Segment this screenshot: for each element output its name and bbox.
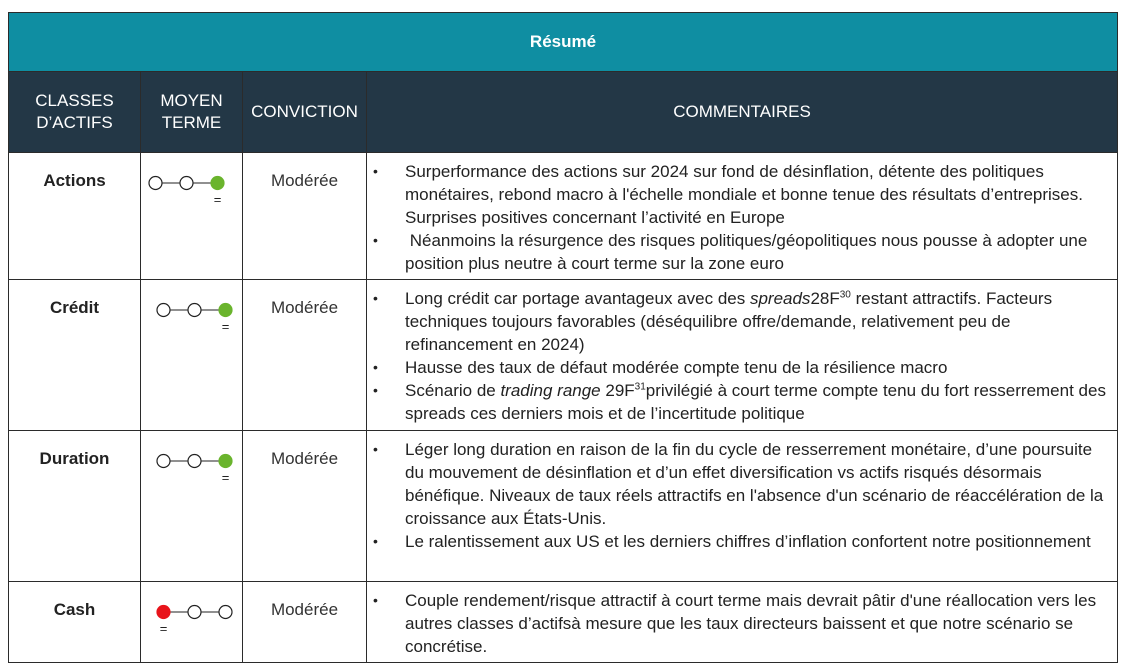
indicator-dot — [149, 177, 162, 190]
table-row — [9, 153, 1117, 280]
indicator-equal-sign: = — [159, 621, 168, 636]
medium-term-indicator — [141, 431, 243, 581]
asset-class-label: Actions — [9, 153, 141, 279]
comment-bullet: • Hausse des taux de défaut modérée compte tenu de la résilience macro — [371, 356, 1109, 379]
comment-bullet: • Scénario de trading range $29F^{31}privilégié$ à court terme compte tenu du fort resserrement des spreads ces derniers mois et de l’incertitude politique — [371, 379, 1109, 425]
dot-scale-icon — [141, 431, 243, 491]
comments-cell — [367, 431, 1117, 581]
table-header-row — [9, 72, 1117, 153]
header-conviction: CONVICTION — [243, 72, 367, 152]
header-asset-class: CLASSES D’ACTIFS — [9, 72, 141, 152]
conviction-value: Modérée — [243, 582, 367, 662]
indicator-equal-sign: = — [221, 319, 230, 334]
table-row — [9, 582, 1117, 662]
indicator-dot-active — [219, 304, 232, 317]
comment-bullet: • Couple rendement/risque attractif à court terme mais devrait pâtir d'une réallocation vers les autres classes d’actifsà mesure que les taux directeurs baissent et que notre scénario se concrétise. — [371, 589, 1109, 658]
indicator-dot — [219, 606, 232, 619]
dot-scale-icon — [141, 582, 243, 642]
indicator-dot — [180, 177, 193, 190]
conviction-value: Modérée — [243, 280, 367, 430]
indicator-equal-sign: = — [221, 470, 230, 485]
comment-bullet: • Surperformance des actions sur 2024 sur fond de désinflation, détente des politiques monétaires, rebond macro à l'échelle mondiale et bonne tenue des résultats d’entreprises. Surprises positives concernant l’activité en Europe — [371, 160, 1109, 229]
table-row — [9, 280, 1117, 431]
summary-table — [8, 12, 1118, 663]
indicator-dot — [188, 304, 201, 317]
medium-term-indicator — [141, 280, 243, 430]
asset-class-label: Duration — [9, 431, 141, 581]
header-comments: COMMENTAIRES — [673, 102, 811, 121]
medium-term-indicator — [141, 582, 243, 662]
dot-scale-icon — [141, 280, 243, 340]
indicator-dot-active — [157, 606, 170, 619]
indicator-dot — [188, 455, 201, 468]
asset-class-label: Cash — [9, 582, 141, 662]
conviction-value: Modérée — [243, 153, 367, 279]
indicator-dot — [188, 606, 201, 619]
medium-term-indicator — [141, 153, 243, 279]
indicator-dot — [157, 304, 170, 317]
comment-bullet: • Le ralentissement aux US et les derniers chiffres d’inflation confortent notre positionnement — [371, 530, 1109, 553]
table-row — [9, 431, 1117, 582]
indicator-equal-sign: = — [213, 192, 222, 207]
comments-cell — [367, 582, 1117, 662]
table-title: Résumé — [9, 13, 1117, 72]
comments-cell — [367, 153, 1117, 279]
conviction-value: Modérée — [243, 431, 367, 581]
asset-class-label: Crédit — [9, 280, 141, 430]
comments-cell — [367, 280, 1117, 430]
indicator-dot-active — [211, 177, 224, 190]
indicator-dot-active — [219, 455, 232, 468]
indicator-dot — [157, 455, 170, 468]
dot-scale-icon — [141, 153, 243, 213]
header-medium-term: MOYEN TERME — [141, 72, 243, 152]
comment-bullet: • Léger long duration en raison de la fin du cycle de resserrement monétaire, d’une poursuite du mouvement de désinflation et d’un effet diversification vs actifs risqués désormais bénéfique. Niveaux de taux réels attractifs en l'absence d'un scénario de réaccélération de la croissance aux États-Unis. — [371, 438, 1109, 530]
comment-bullet: • Long crédit car portage avantageux avec des $spreads28F^{30}$ restant attractifs. Facteurs techniques toujours favorables (déséquilibre offre/demande, relativement peu de refinancement en 2024) — [371, 287, 1109, 356]
comment-bullet: • Néanmoins la résurgence des risques politiques/géopolitiques nous pousse à adopter une position plus neutre à court terme sur la zone euro — [371, 229, 1109, 275]
